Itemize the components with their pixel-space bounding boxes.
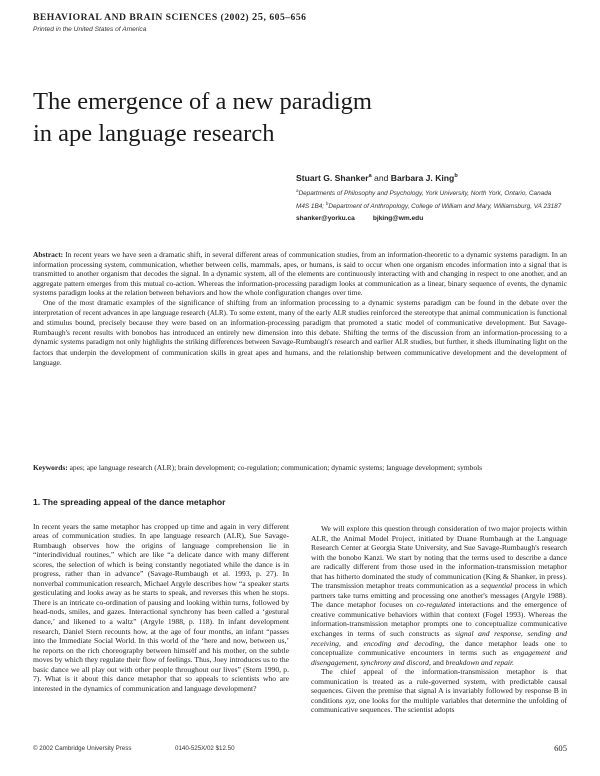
author-emails <box>296 215 566 222</box>
abstract <box>33 250 567 367</box>
abstract-paragraph-2: One of the most dramatic examples of the significance of shifting from an information processing to a dynamic systems paradigm can be found in the debate over the interpretation of recent advances in ape language research (ALR). To some extent, many of the early ALR studies reinforced the stereotype that animal communication is functional and stimulus bound, precisely because they were based on an information-processing paradigm that promoted a static model of communicative development. But Savage-Rumbaugh's recent results with bonobos has introduced an entirely new dimension into this debate. Shifting the terms of the discussion from an information-processing to a dynamic systems paradigm not only highlights the striking differences between Savage-Rumbaugh's research and earlier ALR studies, but further, it sheds illuminating light on the factors that underpin the development of communication skills in great apes and humans, and the relationship between communicative development and the development of language. <box>33 297 567 367</box>
journal-header <box>33 12 573 33</box>
page-number: 605 <box>554 743 567 753</box>
author-names: Stuart G. Shanker$^a$ and Barbara J. King$^b$ <box>296 173 458 183</box>
body-paragraph-1: In recent years the same metaphor has cropped up time and again in very different areas of communication studies. In ape language research (ALR), Sue Savage-Rumbaugh observes how the origins of language comprehension lie in “interindividual routines,” which are like “a delicate dance with many different scores, the selection of which is being constantly negotiated while the dance is in progress, rather than in advance” (Savage-Rumbaugh et al. 1993, p. 27). In nonverbal communication research, Michael Argyle describes how “a speaker starts gesticulating and looks away as he starts to speak, and reverses this when he stops. There is an intricate co-ordination of pausing and looking within turns, followed by head-nods, smiles, and gazes. Interactional synchrony has been called a ‘gestural dance,’ and likened to a waltz” (Argyle 1988, p. 118). In infant development research, Daniel Stern recounts how, at the age of four months, an infant “passes into the Immediate Social World. In this world of the ‘here and now, between us,’ he reports on the rich choreography between himself and his mother, on the subtle moves by which they regulate their flow of feelings. Thus, Joey introduces us to the basic dance we all play out with other people throughout our lives” (Stern 1990, p. 7). What is it about this dance metaphor that so appeals to scientists who are interested in the dynamics of communication and language development? <box>33 521 289 693</box>
body-paragraph-3: The chief appeal of the information-transmission metaphor is that communication is treated as a rule-governed system, with predictable causal sequences. Given the premise that signal A is invariably followed by response B in conditions xyz, one looks for the multiple variables that determine the unfolding of communicative sequences. The scientist adopts <box>311 667 567 715</box>
column-left <box>33 498 289 693</box>
email-king[interactable]: bjking@wm.edu <box>372 215 424 223</box>
keywords: Keywords: apes; ape language research (ALR); brain development; co-regulation; communication; dynamic systems; language development; symbols <box>33 463 483 472</box>
journal-name: BEHAVIORAL AND BRAIN SCIENCES (2002) 25, 605–656 <box>33 12 307 23</box>
copyright: © 2002 Cambridge University Press <box>33 745 132 752</box>
volume-number: 25 <box>252 12 264 23</box>
abstract-paragraph-1: Abstract: In recent years we have seen a dramatic shift, in several different areas of communication studies, from an information-theoretic to a dynamic systems paradigm. In an information processing system, communication, whether between cells, mammals, apes, or humans, is said to occur when one organism encodes information into a signal that is transmitted to another organism that decodes the signal. In a dynamic system, all of the elements are continuously interacting with and changing in respect to one another, and an aggregate pattern emerges from this mutual co-action. Whereas the information-processing paradigm looks at communication as a linear, binary sequence of events, the dynamic systems paradigm looks at the relation between behaviors and how the whole configuration changes over time. <box>33 250 567 298</box>
author-block <box>296 173 566 222</box>
email-shanker[interactable]: shanker@yorku.ca <box>296 215 355 223</box>
issn-price: 0140-525X/02 $12.50 <box>175 745 235 752</box>
author-affiliations: $^a$Departments of Philosophy and Psychology, York University, North York, Ontario, Canada M4S 1B4; $^b$Department of Anthropology, College of William and Mary, Williamsburg, VA 23187 <box>296 188 562 211</box>
section-heading: 1. The spreading appeal of the dance metaphor <box>33 497 226 507</box>
printed-notice: Printed in the United States of America <box>33 26 147 33</box>
column-right <box>311 524 567 715</box>
body-paragraph-2: We will explore this question through consideration of two major projects within ALR, the Animal Model Project, initiated by Duane Rumbaugh at the Language Research Center at Georgia State University, and Sue Savage-Rumbaugh's research with the bonobo Kanzi. We start by noting that the terms used to describe a dance are radically different from those used in the information-transmission metaphor that has hitherto dominated the study of communication (King & Shanker, in press). The transmission metaphor treats communication as a sequential process in which partners take turns emitting and processing one another's messages (Argyle 1988). The dance metaphor focuses on co-regulated interactions and the emergence of creative communicative behaviors within that context (Fogel 1993). Whereas the information-transmission metaphor prompts one to conceptualize communicative exchanges in terms of such constructs as signal and response, sending and receiving, and encoding and decoding, the dance metaphor leads one to conceptualize communicative encounters in terms such as engagement and disengagement, synchrony and discord, and breakdown and repair. <box>311 524 567 667</box>
paper-title: The emergence of a new paradigm in ape language research <box>33 88 372 147</box>
